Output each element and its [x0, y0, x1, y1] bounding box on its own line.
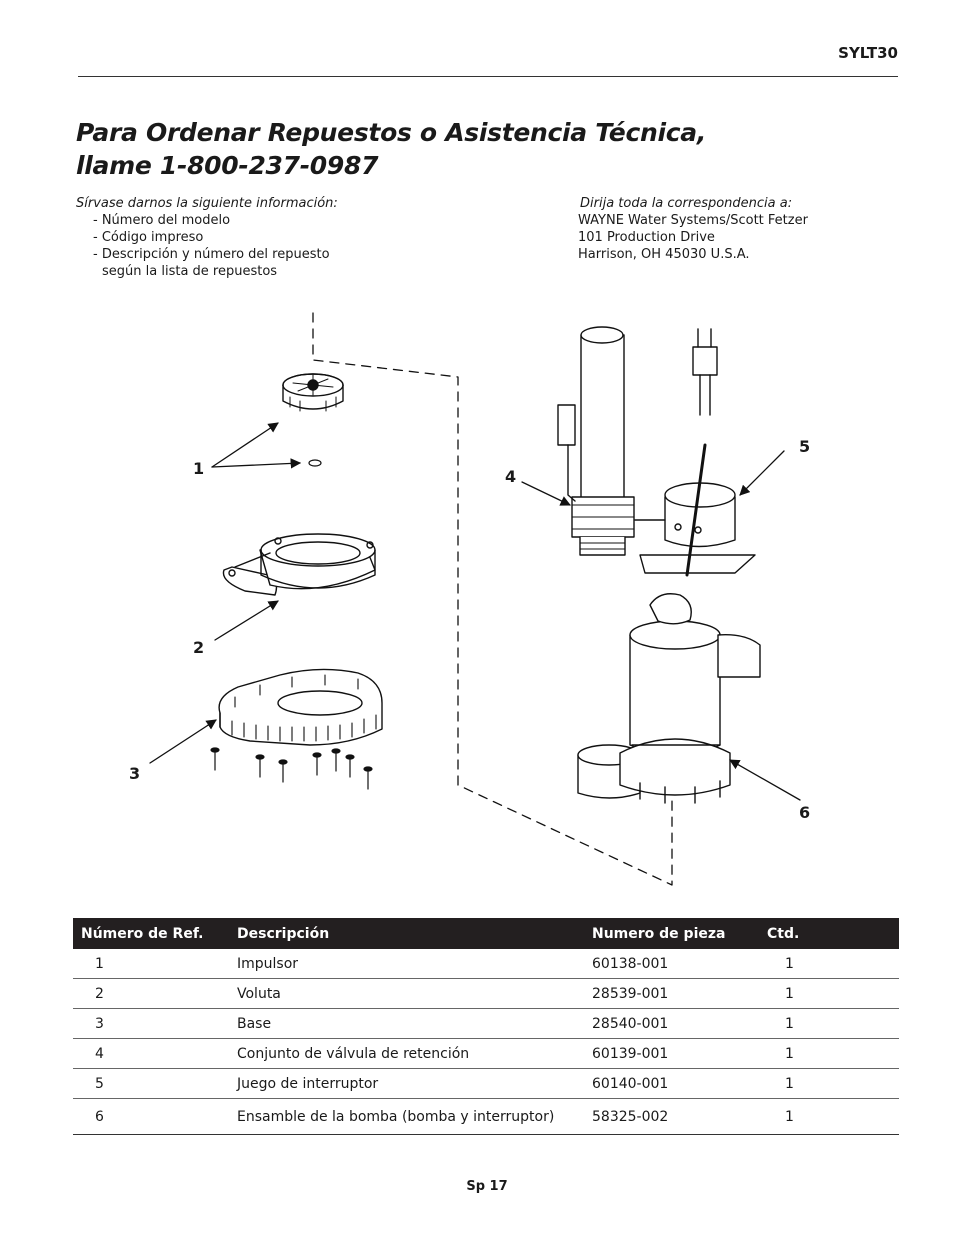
pump-assembly-part — [578, 594, 760, 803]
address-line: 101 Production Drive — [578, 230, 715, 245]
callout-6: 6 — [799, 803, 811, 822]
cell-description: Voluta — [237, 985, 281, 1002]
cell-quantity: 1 — [785, 1045, 794, 1062]
header-part-number: Numero de pieza — [592, 925, 726, 942]
info-item: según la lista de repuestos — [102, 264, 278, 279]
callout-4: 4 — [505, 467, 517, 486]
header-rule — [78, 76, 898, 77]
correspondence-intro: Dirija toda la correspondencia a: — [580, 196, 793, 211]
info-item: - Descripción y número del repuesto — [93, 247, 330, 262]
table-row — [73, 949, 899, 979]
base-screws — [211, 748, 372, 789]
page-title — [76, 116, 706, 182]
cell-description: Ensamble de la bomba (bomba y interruptor) — [237, 1108, 555, 1125]
info-item: - Código impreso — [93, 230, 204, 245]
cell-ref: 2 — [95, 985, 104, 1002]
address-line: WAYNE Water Systems/Scott Fetzer — [578, 213, 808, 228]
cell-part-number: 28539-001 — [592, 985, 669, 1002]
cell-ref: 6 — [95, 1108, 104, 1125]
table-row — [73, 1069, 899, 1099]
cell-ref: 5 — [95, 1075, 104, 1092]
cell-quantity: 1 — [785, 1015, 794, 1032]
info-intro: Sírvase darnos la siguiente información: — [76, 196, 338, 211]
cell-quantity: 1 — [785, 955, 794, 972]
impeller-part — [283, 374, 343, 411]
address-line: Harrison, OH 45030 U.S.A. — [578, 247, 750, 262]
header-ref: Número de Ref. — [81, 925, 204, 942]
info-block — [76, 195, 338, 280]
volute-part — [223, 534, 375, 595]
table-row — [73, 1009, 899, 1039]
callout-5: 5 — [799, 437, 811, 456]
cell-ref: 4 — [95, 1045, 104, 1062]
model-number: SYLT30 — [838, 44, 898, 62]
cell-description: Base — [237, 1015, 272, 1032]
callout-1: 1 — [193, 459, 205, 478]
cell-description: Juego de interruptor — [237, 1075, 379, 1092]
title-line-1: Para Ordenar Repuestos o Asistencia Técnica, — [76, 118, 707, 147]
table-row — [73, 1039, 899, 1069]
cell-part-number: 60139-001 — [592, 1045, 669, 1062]
cell-part-number: 58325-002 — [592, 1108, 669, 1125]
callout-2: 2 — [193, 638, 205, 657]
exploded-parts-diagram — [120, 305, 840, 890]
cell-ref: 3 — [95, 1015, 104, 1032]
base-part — [219, 669, 382, 745]
cell-quantity: 1 — [785, 1075, 794, 1092]
check-valve-part — [558, 327, 634, 555]
title-line-2: llame 1-800-237-0987 — [76, 151, 379, 180]
cell-description: Impulsor — [237, 955, 299, 972]
table-header — [73, 918, 899, 949]
power-cord-plug — [693, 329, 717, 415]
impeller-washer — [309, 460, 321, 466]
info-item: - Número del modelo — [93, 213, 231, 228]
table-row — [73, 979, 899, 1009]
callout-3: 3 — [129, 764, 141, 783]
header-description: Descripción — [237, 925, 330, 942]
parts-table — [73, 918, 899, 1135]
diagram-drawing — [120, 305, 840, 890]
page-number: Sp 17 — [466, 1179, 508, 1194]
cell-ref: 1 — [95, 955, 104, 972]
cell-part-number: 28540-001 — [592, 1015, 669, 1032]
correspondence-block — [578, 195, 808, 263]
header-quantity: Ctd. — [767, 925, 800, 942]
switch-kit-part — [635, 445, 755, 575]
cell-part-number: 60140-001 — [592, 1075, 669, 1092]
cell-quantity: 1 — [785, 985, 794, 1002]
cell-part-number: 60138-001 — [592, 955, 669, 972]
cell-quantity: 1 — [785, 1108, 794, 1125]
table-row — [73, 1099, 899, 1135]
cell-description: Conjunto de válvula de retención — [237, 1045, 470, 1062]
